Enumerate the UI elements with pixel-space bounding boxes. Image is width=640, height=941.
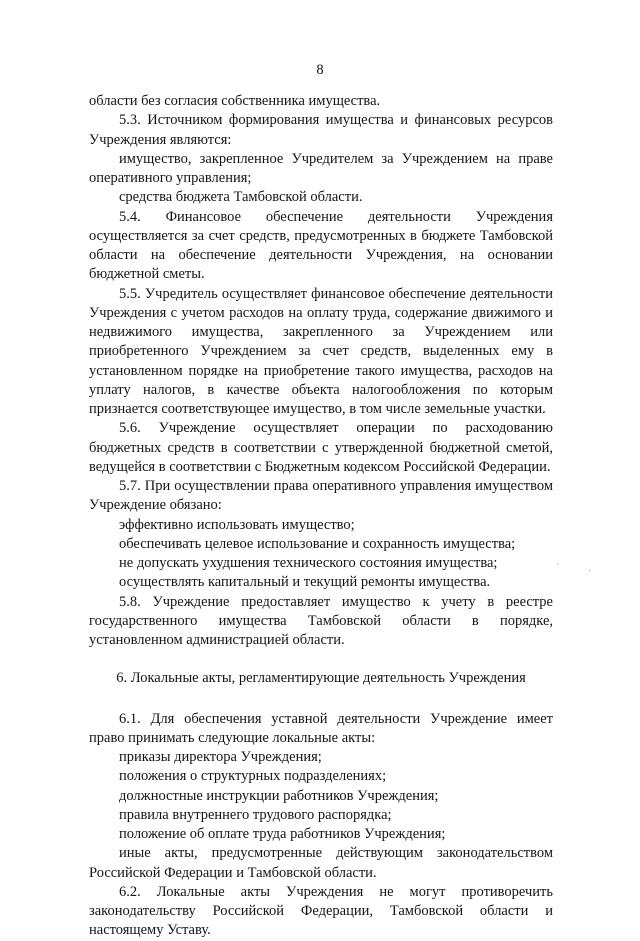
list-item: иные акты, предусмотренные действующим законодательством Российской Федерации и Тамбовской области.	[89, 845, 553, 881]
list-item: положение об оплате труда работников Учреждения;	[119, 826, 446, 842]
paragraph-6-2: 6.2. Локальные акты Учреждения не могут противоречить законодательству Российской Федерации, Тамбовской области и настоящему Уставу.	[89, 883, 553, 939]
list-item: средства бюджета Тамбовской области.	[119, 189, 363, 206]
list-item: обеспечивать целевое использование и сохранность имущества;	[119, 535, 516, 552]
section-heading-6: 6. Локальные акты, регламентирующие деятельность Учреждения	[116, 670, 526, 687]
document-body	[89, 92, 553, 941]
paragraph-6-1: 6.1. Для обеспечения уставной деятельности Учреждение имеет право принимать следующие локальные акты:	[89, 710, 553, 746]
list-item: правила внутреннего трудового распорядка;	[119, 806, 392, 823]
scan-mark: ·	[556, 560, 560, 571]
list-item: приказы директора Учреждения;	[119, 749, 322, 765]
list-item: не допускать ухудшения технического состояния имущества;	[119, 555, 498, 571]
list-item: эффективно использовать имущество;	[119, 516, 355, 533]
list-item: положения о структурных подразделениях;	[119, 768, 387, 785]
paragraph-5-7: 5.7. При осуществлении права оперативного управления имуществом Учреждение обязано:	[89, 478, 553, 514]
paragraph-continuation: области без согласия собственника имущества.	[89, 93, 381, 109]
list-item: осуществлять капитальный и текущий ремонты имущества.	[119, 574, 491, 591]
paragraph-5-6: 5.6. Учреждение осуществляет операции по расходованию бюджетных средств в соответствии с утвержденной бюджетной сметой, ведущейся в соответствии с Бюджетным кодексом Российской Федерации.	[89, 420, 553, 475]
list-item: имущество, закрепленное Учредителем за Учреждением на праве оперативного управления;	[89, 150, 553, 186]
paragraph-5-4: 5.4. Финансовое обеспечение деятельности Учреждения осуществляется за счет средств, предусмотренных в бюджете Тамбовской области на обеспечение деятельности Учреждения, на основании бюджетной сметы.	[89, 208, 553, 283]
scan-mark: ·	[588, 566, 592, 577]
paragraph-5-5: 5.5. Учредитель осуществляет финансовое обеспечение деятельности Учреждения с учетом расходов на оплату труда, содержание движимого и недвижимого имущества, закрепленного за Учреждением или приобретенного Учреждением за счет средств, выделенных ему в установленном порядке на приобретение такого имущества, расходов на уплату налогов, в качестве объекта налогообложения по которым признается соответствующее имущество, в том числе земельные участки.	[89, 285, 553, 417]
paragraph-5-8: 5.8. Учреждение предоставляет имущество к учету в реестре государственного имущества Тамбовской области в порядке, установленном администрацией области.	[89, 593, 553, 648]
paragraph-5-3: 5.3. Источником формирования имущества и финансовых ресурсов Учреждения являются:	[89, 112, 553, 148]
page-number: 8	[316, 62, 324, 78]
list-item: должностные инструкции работников Учреждения;	[119, 787, 439, 804]
